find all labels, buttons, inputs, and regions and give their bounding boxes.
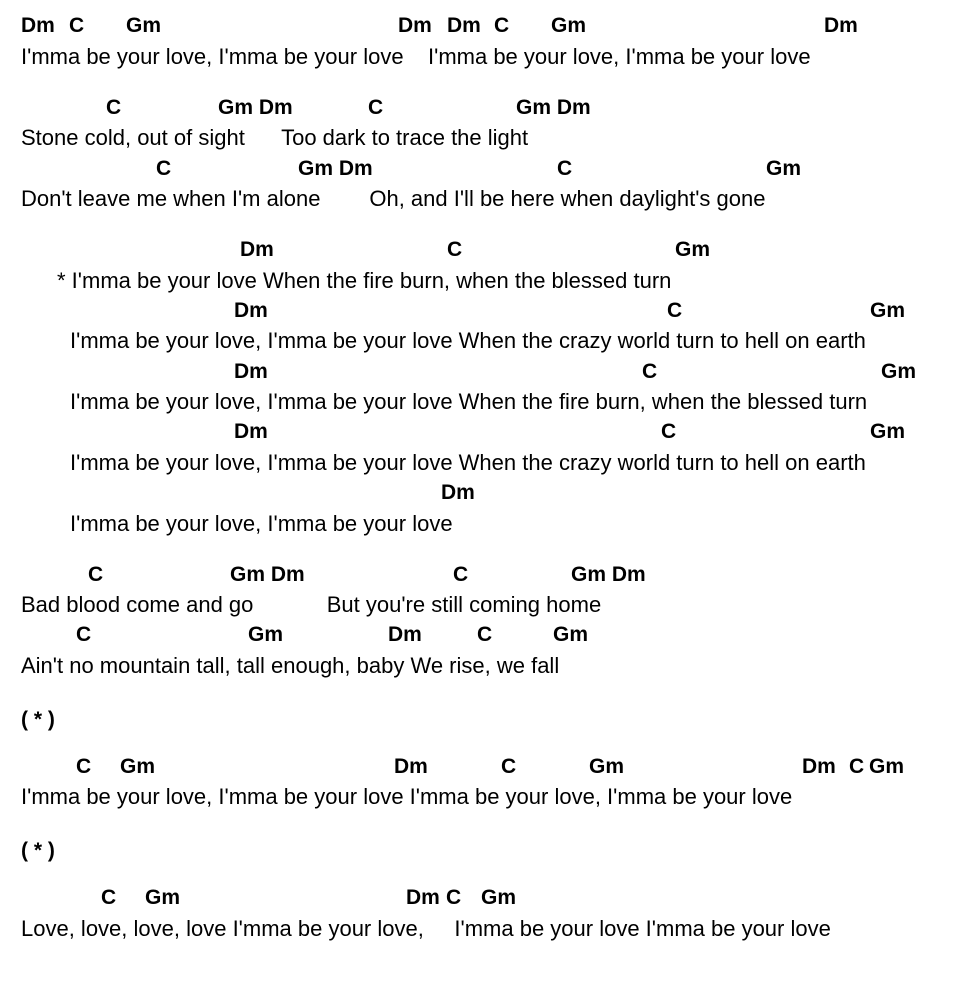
chord: Gm	[870, 299, 906, 322]
chord: Dm	[398, 14, 432, 37]
chord: Dm	[234, 360, 268, 383]
lyric-line: Bad blood come and go But you're still coming home	[21, 592, 602, 617]
chord: C	[494, 14, 510, 37]
chord: Gm	[145, 886, 181, 909]
chord: Gm	[126, 14, 162, 37]
chord: Gm	[675, 238, 711, 261]
chord: Gm	[248, 623, 284, 646]
chord: Dm	[441, 481, 475, 504]
chord: C	[453, 563, 469, 586]
chord: Gm Dm	[516, 96, 591, 119]
lyric-line: Love, love, love, love I'mma be your love, I'mma be your love I'mma be your love	[21, 916, 831, 941]
chord: C	[368, 96, 384, 119]
chord: Gm	[881, 360, 917, 383]
chord: Gm	[766, 157, 802, 180]
chord: C	[446, 886, 462, 909]
chord: Gm	[589, 755, 625, 778]
chord: C	[76, 755, 92, 778]
chord: Dm	[240, 238, 274, 261]
chord: C	[88, 563, 104, 586]
chord: Gm	[481, 886, 517, 909]
chord: C	[106, 96, 122, 119]
chord: Dm	[234, 420, 268, 443]
chord: Dm	[234, 299, 268, 322]
lyric-line: I'mma be your love, I'mma be your love When the crazy world turn to hell on earth	[70, 328, 866, 353]
chord: C	[69, 14, 85, 37]
chord: Gm	[120, 755, 156, 778]
lyric-line: I'mma be your love, I'mma be your love I'mma be your love, I'mma be your love	[21, 784, 793, 809]
chord: C	[849, 755, 865, 778]
chord: Dm	[802, 755, 836, 778]
lyric-line: I'mma be your love, I'mma be your love When the crazy world turn to hell on earth	[70, 450, 866, 475]
chord: Gm	[869, 755, 905, 778]
chord: C	[76, 623, 92, 646]
chord: Gm Dm	[230, 563, 305, 586]
chord: Dm	[406, 886, 440, 909]
chord: C	[156, 157, 172, 180]
repeat-marker: ( * )	[21, 839, 55, 862]
lyric-line: * I'mma be your love When the fire burn, when the blessed turn	[57, 268, 672, 293]
lyric-line: I'mma be your love, I'mma be your love I'mma be your love, I'mma be your love	[21, 44, 811, 69]
chord: Dm	[394, 755, 428, 778]
chord: Gm Dm	[298, 157, 373, 180]
lyric-line: Don't leave me when I'm alone Oh, and I'll be here when daylight's gone	[21, 186, 766, 211]
repeat-marker: ( * )	[21, 708, 55, 731]
lyric-line: I'mma be your love, I'mma be your love When the fire burn, when the blessed turn	[70, 389, 868, 414]
chord: C	[501, 755, 517, 778]
chord: C	[557, 157, 573, 180]
chord: Gm	[551, 14, 587, 37]
chord: Gm Dm	[571, 563, 646, 586]
chord: Dm	[21, 14, 55, 37]
chord: C	[477, 623, 493, 646]
chord: C	[101, 886, 117, 909]
lyric-line: Stone cold, out of sight Too dark to trace the light	[21, 125, 529, 150]
chord: C	[667, 299, 683, 322]
chord: Gm Dm	[218, 96, 293, 119]
chord: Dm	[824, 14, 858, 37]
chord: Dm	[447, 14, 481, 37]
chord: Gm	[553, 623, 589, 646]
chord: C	[661, 420, 677, 443]
chord: C	[447, 238, 463, 261]
lyric-line: I'mma be your love, I'mma be your love	[70, 511, 453, 536]
chord: C	[642, 360, 658, 383]
chord: Dm	[388, 623, 422, 646]
chord: Gm	[870, 420, 906, 443]
lyric-line: Ain't no mountain tall, tall enough, baby We rise, we fall	[21, 653, 560, 678]
